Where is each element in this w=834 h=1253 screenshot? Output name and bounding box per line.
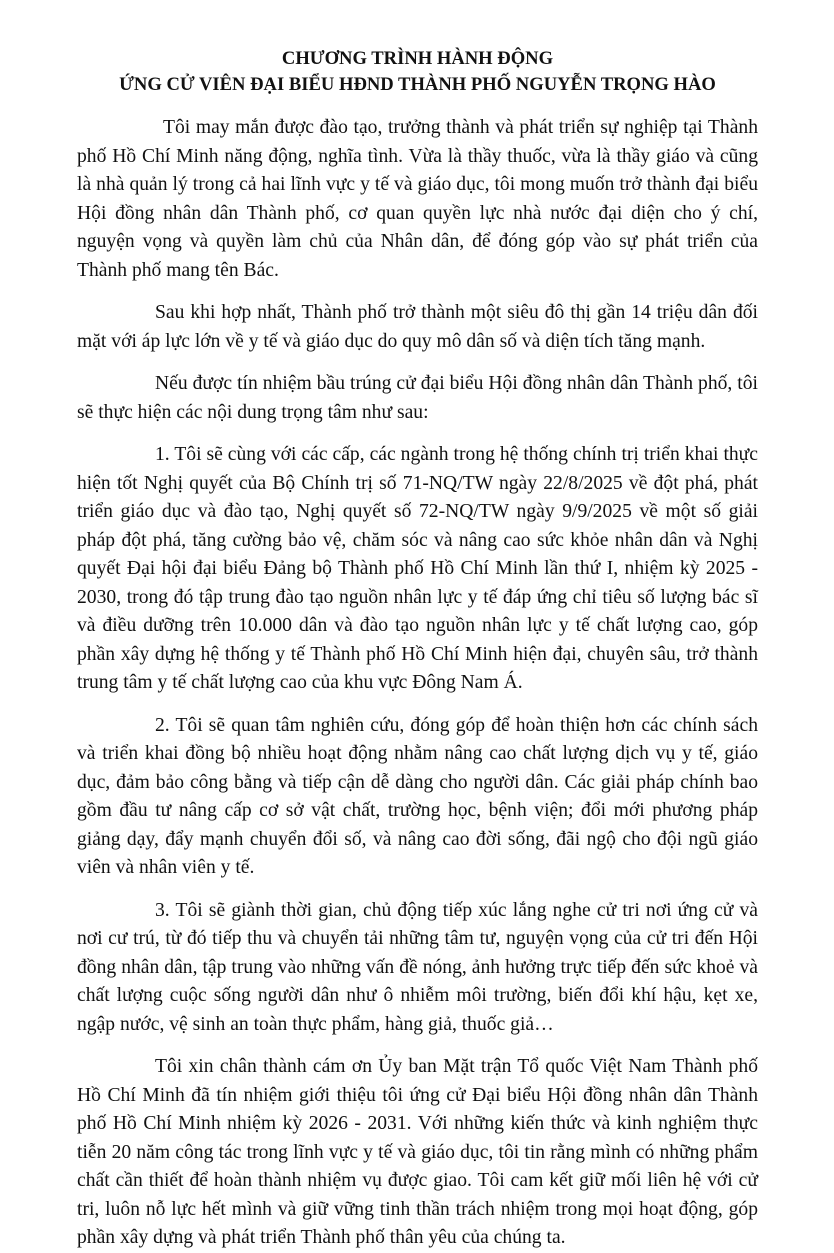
paragraph-closing: Tôi xin chân thành cám ơn Ủy ban Mặt trận Tổ quốc Việt Nam Thành phố Hồ Chí Minh đã tín nhiệm giới thiệu tôi ứng cử Đại biểu Hội đồng nhân dân Thành phố Hồ Chí Minh nhiệm kỳ 2026 - 2031. Với những kiến thức và kinh nghiệm thực tiễn 20 năm công tác trong lĩnh vực y tế và giáo dục, tôi tin rằng mình có những phẩm chất cần thiết để hoàn thành nhiệm vụ được giao. Tôi cam kết giữ mối liên hệ với cử tri, luôn nỗ lực hết mình và giữ vững tinh thần trách nhiệm trong mọi hoạt động, góp phần xây dựng và phát triển Thành phố thân yêu của chúng ta. [77, 1056, 758, 1248]
paragraph-commitment-intro: Nếu được tín nhiệm bầu trúng cử đại biểu Hội đồng nhân dân Thành phố, tôi sẽ thực hiện các nội dung trọng tâm như sau: [77, 373, 758, 423]
document-body [77, 114, 758, 1253]
paragraph-intro: Tôi may mắn được đào tạo, trưởng thành và phát triển sự nghiệp tại Thành phố Hồ Chí Minh năng động, nghĩa tình. Vừa là thầy thuốc, vừa là thầy giáo và cũng là nhà quản lý trong cả hai lĩnh vực y tế và giáo dục, tôi mong muốn trở thành đại biểu Hội đồng nhân dân Thành phố, cơ quan quyền lực nhà nước đại diện cho ý chí, nguyện vọng và quyền làm chủ của Nhân dân, để đóng góp vào sự phát triển của Thành phố mang tên Bác. [77, 117, 758, 281]
paragraph-context: Sau khi hợp nhất, Thành phố trở thành một siêu đô thị gần 14 triệu dân đối mặt với áp lực lớn về y tế và giáo dục do quy mô dân số và diện tích tăng mạnh. [77, 302, 758, 352]
title-line-1: CHƯƠNG TRÌNH HÀNH ĐỘNG [281, 48, 554, 69]
paragraph-point-2: 2. Tôi sẽ quan tâm nghiên cứu, đóng góp để hoàn thiện hơn các chính sách và triển khai đồng bộ nhiều hoạt động nhằm nâng cao chất lượng dịch vụ y tế, giáo dục, đảm bảo công bằng và tiếp cận dễ dàng cho người dân. Các giải pháp chính bao gồm đầu tư nâng cấp cơ sở vật chất, trường học, bệnh viện; đổi mới phương pháp giảng dạy, đẩy mạnh chuyển đổi số, và nâng cao đời sống, đãi ngộ cho đội ngũ giáo viên và nhân viên y tế. [77, 714, 758, 878]
paragraph-point-1: 1. Tôi sẽ cùng với các cấp, các ngành trong hệ thống chính trị triển khai thực hiện tốt Nghị quyết của Bộ Chính trị số 71-NQ/TW ngày 22/8/2025 về đột phá, phát triển giáo dục và đào tạo, Nghị quyết số 72-NQ/TW ngày 9/9/2025 về một số giải pháp đột phá, tăng cường bảo vệ, chăm sóc và nâng cao sức khỏe nhân dân và Nghị quyết Đại hội đại biểu Đảng bộ Thành phố Hồ Chí Minh lần thứ I, nhiệm kỳ 2025 - 2030, trong đó tập trung đào tạo nguồn nhân lực y tế đáp ứng chỉ tiêu số lượng bác sĩ và điều dưỡng trên 10.000 dân và đào tạo nguồn nhân lực y tế chất lượng cao, góp phần xây dựng hệ thống y tế Thành phố Hồ Chí Minh hiện đại, chuyên sâu, trở thành trung tâm y tế chất lượng cao của khu vực Đông Nam Á. [77, 444, 758, 693]
document-title [77, 46, 758, 98]
title-line-2: ỨNG CỬ VIÊN ĐẠI BIỂU HĐND THÀNH PHỐ NGUYỄN TRỌNG HÀO [119, 74, 716, 95]
paragraph-point-3: 3. Tôi sẽ giành thời gian, chủ động tiếp xúc lắng nghe cử tri nơi ứng cử và nơi cư trú, từ đó tiếp thu và chuyển tải những tâm tư, nguyện vọng của cử tri đến Hội đồng nhân dân, tập trung vào những vấn đề nóng, ảnh hưởng trực tiếp đến sức khoẻ và chất lượng cuộc sống người dân như ô nhiễm môi trường, biến đổi khí hậu, kẹt xe, ngập nước, vệ sinh an toàn thực phẩm, hàng giả, thuốc giả… [77, 899, 758, 1035]
